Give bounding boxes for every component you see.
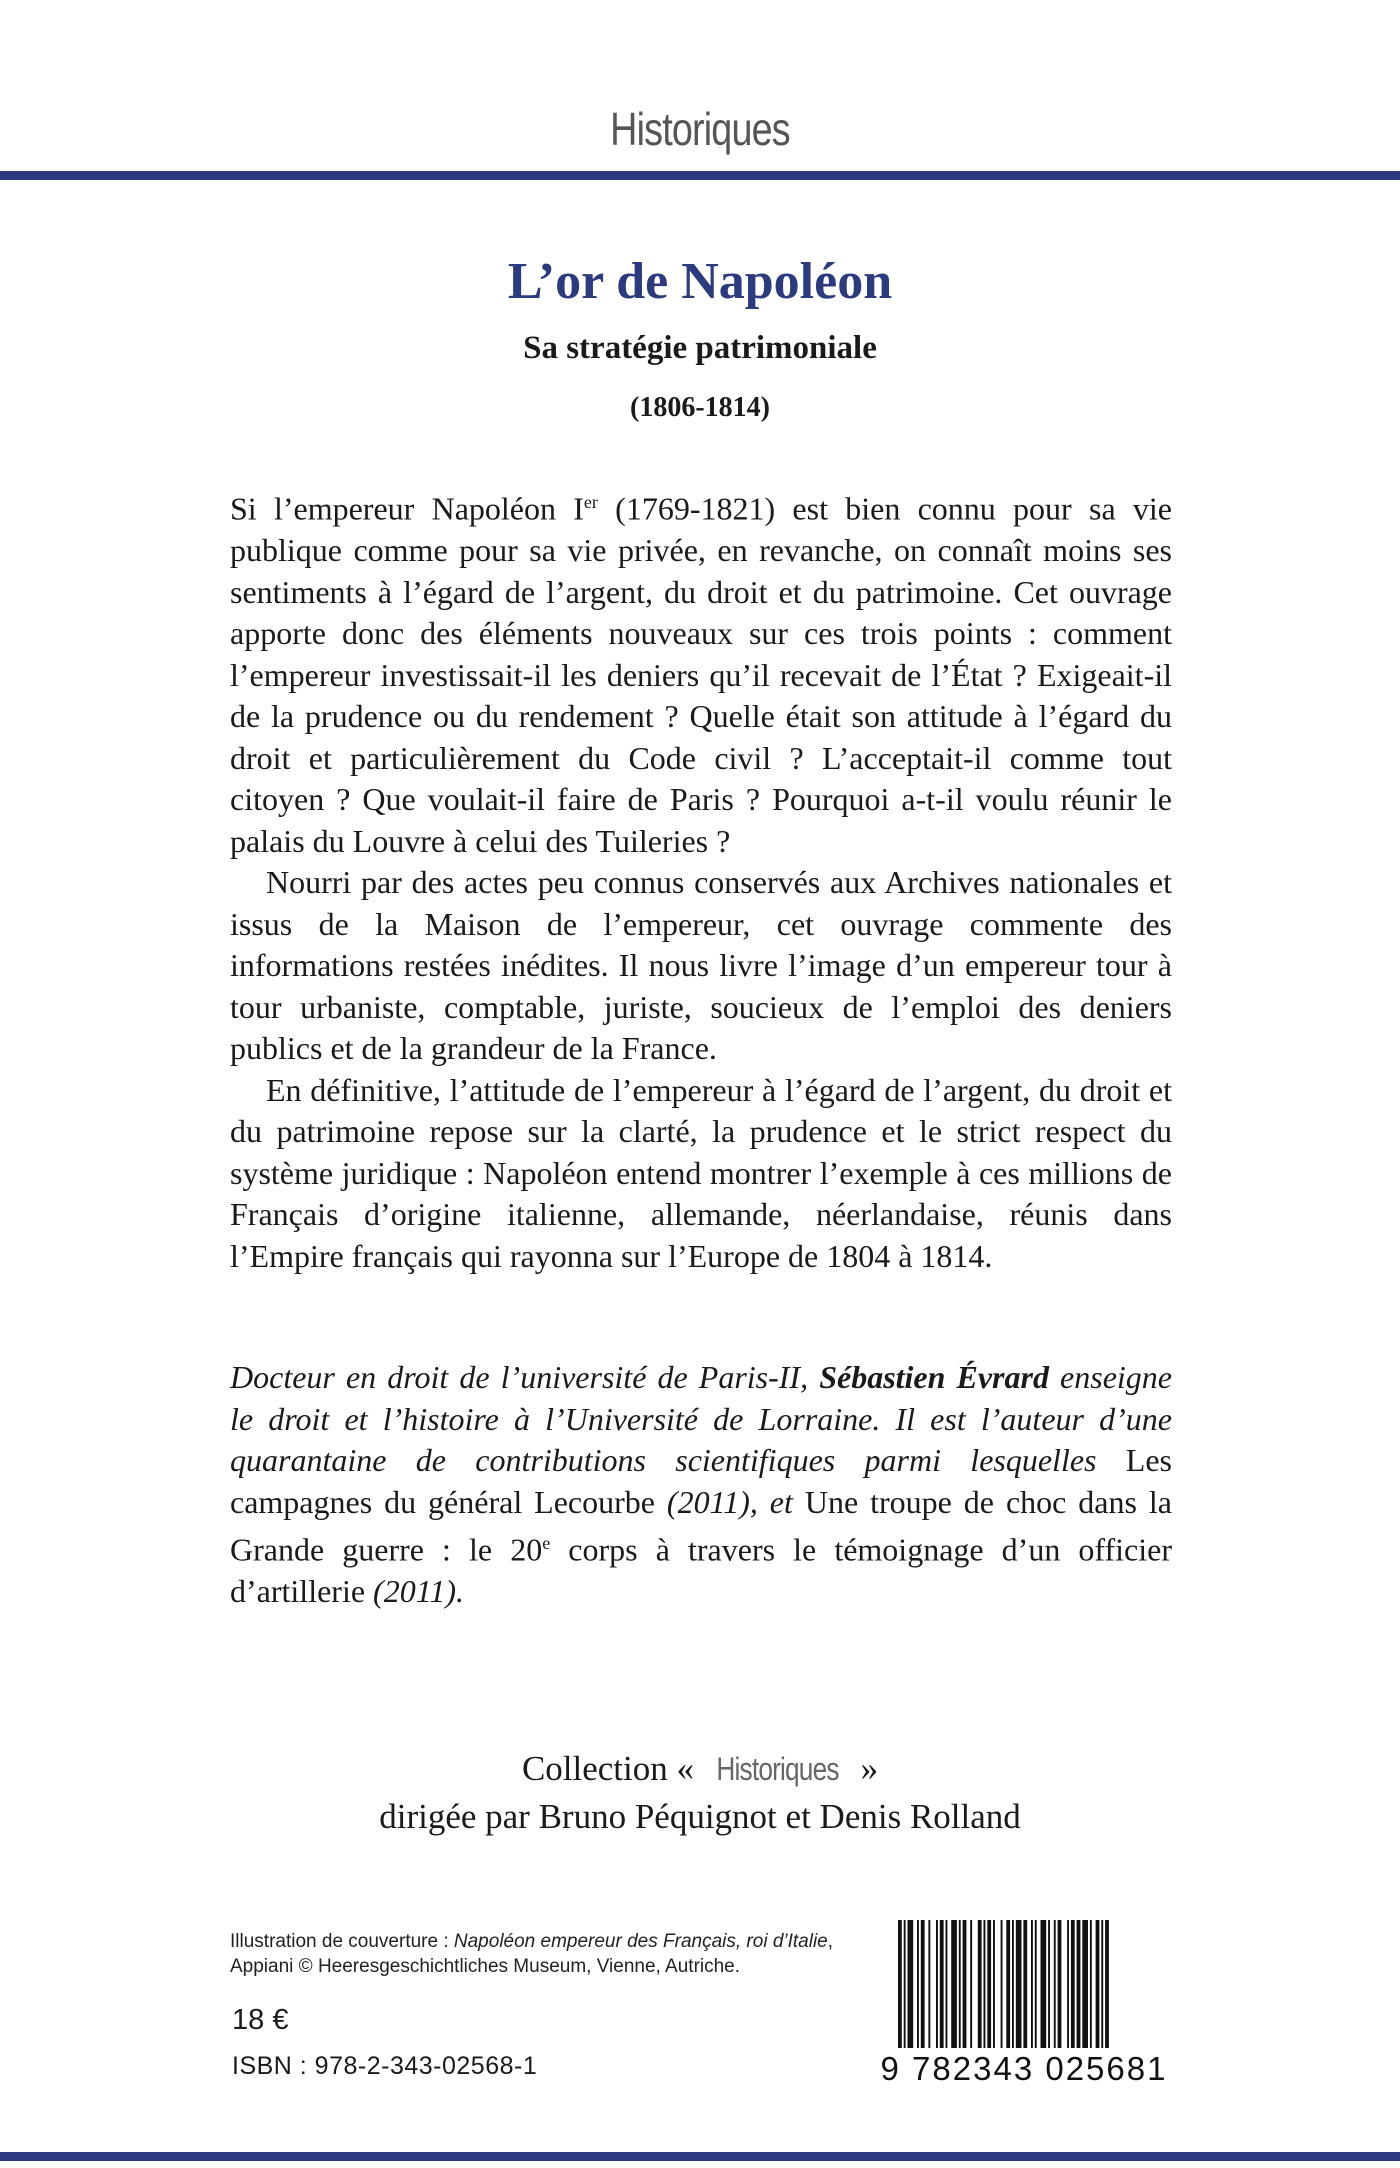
collection-prefix: Collection «	[521, 1749, 703, 1788]
blurb-paragraph-2: Nourri par des actes peu connus conservés aux Archives nationales et issus de la Maison de l’empereur, cet ouvrage commente des informations restées inédites. Il nous livre l’image d’un empereur tour à tour urbaniste, comptable, juriste, soucieux de l’emploi des deniers publics et de la grandeur de la France.	[230, 864, 1172, 1067]
barcode-bar	[1105, 1920, 1109, 2048]
blurb-p1-start: Si l’empereur Napoléon I	[230, 490, 584, 527]
collection-line	[0, 1745, 1400, 1793]
collection-directors: dirigée par Bruno Péquignot et Denis Rolland	[379, 1797, 1021, 1836]
author-bio	[230, 1357, 1172, 1613]
barcode-bar	[984, 1920, 986, 2048]
barcode-digits: 9 782343 025681	[872, 2050, 1176, 2088]
collection-info	[0, 1745, 1400, 1841]
cover-credit	[230, 1929, 870, 1979]
series-logo: Historiques	[610, 103, 790, 155]
bio-part4: (2011).	[365, 1573, 464, 1610]
barcode-bar	[1006, 1920, 1010, 2048]
bio-part3: (2011), et	[654, 1483, 805, 1520]
bottom-rule	[0, 2152, 1400, 2161]
barcode-bar	[987, 1920, 991, 2048]
barcode-bar	[898, 1920, 902, 2048]
barcode-bar	[908, 1920, 914, 2048]
blurb-paragraph-1	[230, 482, 1172, 862]
barcode-bar	[1058, 1920, 1062, 2048]
bio-part1: Docteur en droit de l’université de Paris-II,	[230, 1359, 820, 1395]
bio-work2-b: corps à travers le témoignage d’un officier d’artillerie	[230, 1531, 1173, 1610]
barcode-bar	[1016, 1920, 1022, 2048]
barcode-bar	[936, 1920, 938, 2048]
barcode-bar	[993, 1920, 995, 2048]
barcode-bar	[1031, 1920, 1033, 2048]
barcode-bar	[1001, 1920, 1003, 2048]
bio-work2-a: Une troupe de choc dans la Grande guerre : le 20	[230, 1483, 1173, 1568]
barcode-bar	[1041, 1920, 1047, 2048]
bio-work1: Les campagnes du général Lecourbe	[230, 1442, 1172, 1520]
barcode-bar	[1067, 1920, 1069, 2048]
barcode-bar	[904, 1920, 906, 2048]
price: 18 €	[232, 2004, 289, 2036]
credit-work: Napoléon empereur des Français, roi d’Italie	[453, 1931, 828, 1952]
blurb-paragraph-3: En définitive, l’attitude de l’empereur à l’égard de l’argent, du droit et du patrimoine repose sur la clarté, la prudence et le strict respect du système juridique : Napoléon entend montrer l’exemple à ces millions de Français d’origine italienne, allemande, néerlandaise, réunis dans l’Empire français qui rayonna sur l’Europe de 1804 à 1814.	[230, 1071, 1172, 1274]
book-dates: (1806-1814)	[630, 392, 770, 423]
barcode-bar	[1012, 1920, 1014, 2048]
barcode-bar	[970, 1920, 972, 2048]
top-rule	[0, 171, 1400, 180]
isbn: ISBN : 978-2-343-02568-1	[232, 2052, 538, 2080]
author-name: Sébastien Évrard	[819, 1359, 1049, 1395]
book-subtitle: Sa stratégie patrimoniale	[523, 330, 877, 366]
blurb	[230, 482, 1172, 1277]
bio-work2-sup: e	[542, 1533, 551, 1553]
blurb-p1-rest: (1769-1821) est bien connu pour sa vie publique comme pour sa vie privée, en revanche, on connaît moins ses sentiments à l’égard de l’argent, du droit et du patrimoine. Cet ouvrage apporte donc des éléments nouveaux sur ces trois points : comment l’empereur investissait-il les deniers qu’il recevait de l’État ? Exigeait-il de la prudence ou du rendement ? Quelle était son attitude à l’égard du droit et particulièrement du Code civil ? L’acceptait-il comme tout citoyen ? Que voulait-il faire de Paris ? Pourquoi a-t-il voulu réunir le palais du Louvre à celui des Tuileries ?	[230, 490, 1173, 859]
barcode-bar	[917, 1920, 919, 2048]
barcode-bar	[928, 1920, 930, 2048]
barcode-bar	[1035, 1920, 1037, 2048]
credit-label: Illustration de couverture :	[230, 1931, 454, 1952]
collection-series-name: Historiques	[716, 1751, 839, 1787]
credit-rest: , Appiani © Heeresgeschichtliches Museum, Vienne, Autriche.	[230, 1931, 834, 1977]
barcode-bar	[1090, 1920, 1092, 2048]
barcode-bar	[1077, 1920, 1081, 2048]
barcode-bar	[978, 1920, 982, 2048]
barcode-bar	[1101, 1920, 1103, 2048]
barcode-bar	[963, 1920, 967, 2048]
barcode-bar	[1023, 1920, 1027, 2048]
barcode-bar	[959, 1920, 961, 2048]
barcode-bar	[1048, 1920, 1050, 2048]
collection-suffix: »	[851, 1749, 879, 1788]
barcode-bar	[1082, 1920, 1088, 2048]
barcode-bar	[946, 1920, 948, 2048]
barcode-bar	[951, 1920, 957, 2048]
blurb-p1-sup: er	[583, 492, 598, 512]
barcode-bar	[921, 1920, 925, 2048]
book-title: L’or de Napoléon	[507, 253, 893, 310]
bio-part2: enseigne le droit et l’histoire à l’Université de Lorraine. Il est l’auteur d’une quarantaine de contributions scientifiques parmi lesquelles	[230, 1359, 1173, 1478]
barcode-bar	[1096, 1920, 1100, 2048]
barcode-bar	[1054, 1920, 1056, 2048]
barcode-bar	[940, 1920, 944, 2048]
barcode-bar	[1071, 1920, 1075, 2048]
